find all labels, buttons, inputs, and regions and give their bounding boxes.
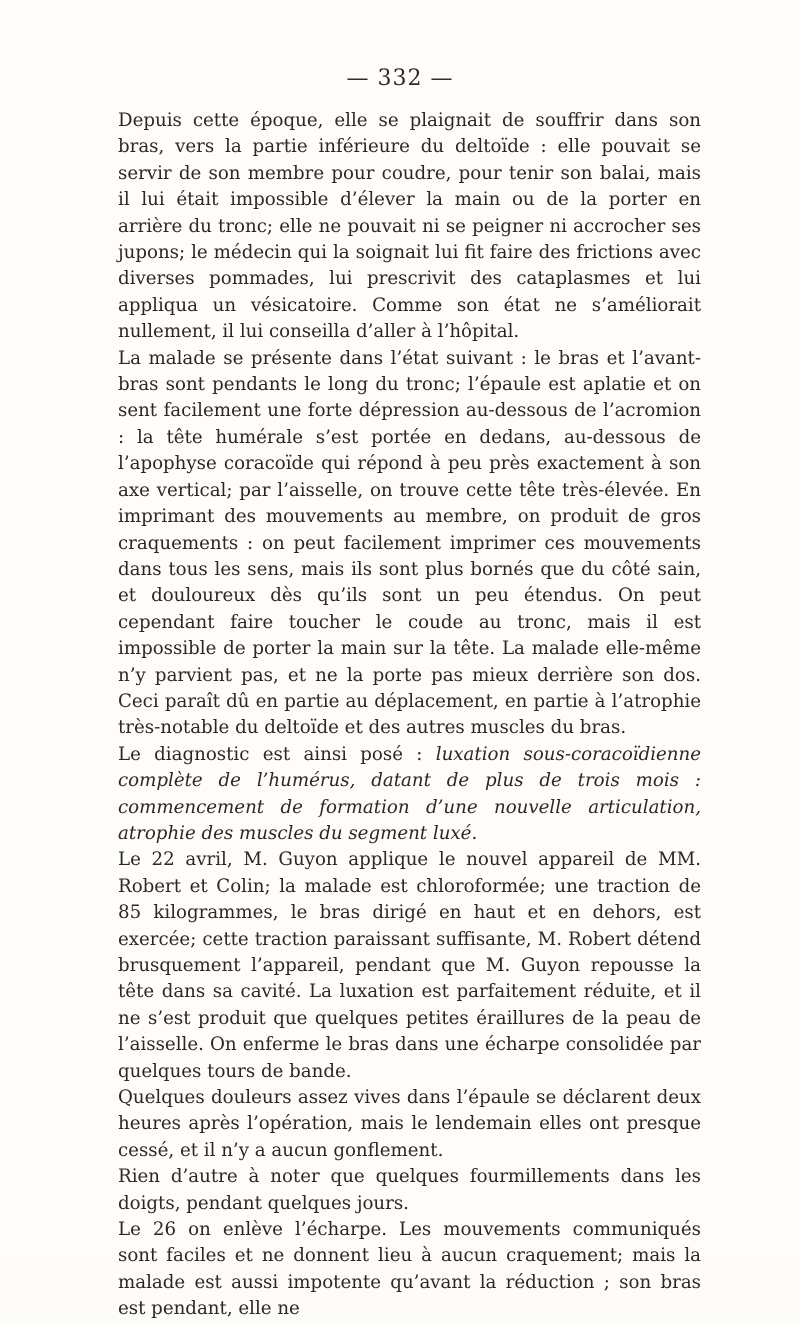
paragraph-2: La malade se présente dans l’état suivant : le bras et l’avant-bras sont pendants le long du tronc; l’épaule est aplatie et on sent facilement une forte dépression au-dessous de l’acromion : la tête humérale s’est portée en dedans, au-dessous de l’apophyse coracoïde qui répond à peu près exactement à son axe vertical; par l’aisselle, on trouve cette tête très-élevée. En imprimant des mouvements au membre, on produit de gros craquements : on peut facilement imprimer ces mouvements dans tous les sens, mais ils sont plus bornés que du côté sain, et douloureux dès qu’ils sont un peu étendus. On peut cependant faire toucher le coude au tronc, mais il est impossible de porter la main sur la tête. La malade elle-même n’y parvient pas, et ne la porte pas mieux derrière son dos. Ceci paraît dû en partie au déplacement, en partie à l’atrophie très-notable du deltoïde et des autres muscles du bras. bbox=[118, 347, 701, 739]
diagnosis-lead: Le diagnostic est ainsi posé : bbox=[118, 743, 436, 765]
paragraph-6: Rien d’autre à noter que quelques fourmillements dans les doigts, pendant quelques jours. bbox=[118, 1166, 701, 1214]
page-number: — 332 — bbox=[346, 66, 454, 91]
paragraph-1: Depuis cette époque, elle se plaignait de souffrir dans son bras, vers la partie inférieure du deltoïde : elle pouvait se servir de son membre pour coudre, pour tenir son balai, mais il lui était impossible d’élever la main ou de la porter en arrière du tronc; elle ne pouvait ni se peigner ni accrocher ses jupons; le médecin qui la soignait lui fit faire des frictions avec diverses pommades, lui prescrivit des cataplasmes et lui appliqua un vésicatoire. Comme son état ne s’améliorait nullement, il lui conseilla d’aller à l’hôpital. bbox=[118, 110, 701, 343]
paragraph-4: Le 22 avril, M. Guyon applique le nouvel appareil de MM. Robert et Colin; la malade est chloroformée; une traction de 85 kilogrammes, le bras dirigé en haut et en dehors, est exercée; cette traction paraissant suffisante, M. Robert détend brusquement l’appareil, pendant que M. Guyon repousse la tête dans sa cavité. La luxation est parfaitement réduite, et il ne s’est produit que quelques petites éraillures de la peau de l’aisselle. On enferme le bras dans une écharpe consolidée par quelques tours de bande. bbox=[118, 849, 701, 1082]
diagnosis-italic: luxation sous-coracoïdienne complète de l’humérus, datant de plus de trois mois : commencement de formation d’une nouvelle articulation, atrophie des muscles du segment luxé. bbox=[118, 743, 702, 844]
body-text bbox=[118, 108, 701, 1323]
paragraph-5: Quelques douleurs assez vives dans l’épaule se déclarent deux heures après l’opération, mais le lendemain elles ont presque cessé, et il n’y a aucun gonflement. bbox=[118, 1087, 701, 1161]
paragraph-3-diagnosis bbox=[118, 742, 701, 848]
paragraph-7: Le 26 on enlève l’écharpe. Les mouvements communiqués sont faciles et ne donnent lieu à aucun craquement; mais la malade est aussi impotente qu’avant la réduction ; son bras est pendant, elle ne bbox=[118, 1219, 701, 1320]
